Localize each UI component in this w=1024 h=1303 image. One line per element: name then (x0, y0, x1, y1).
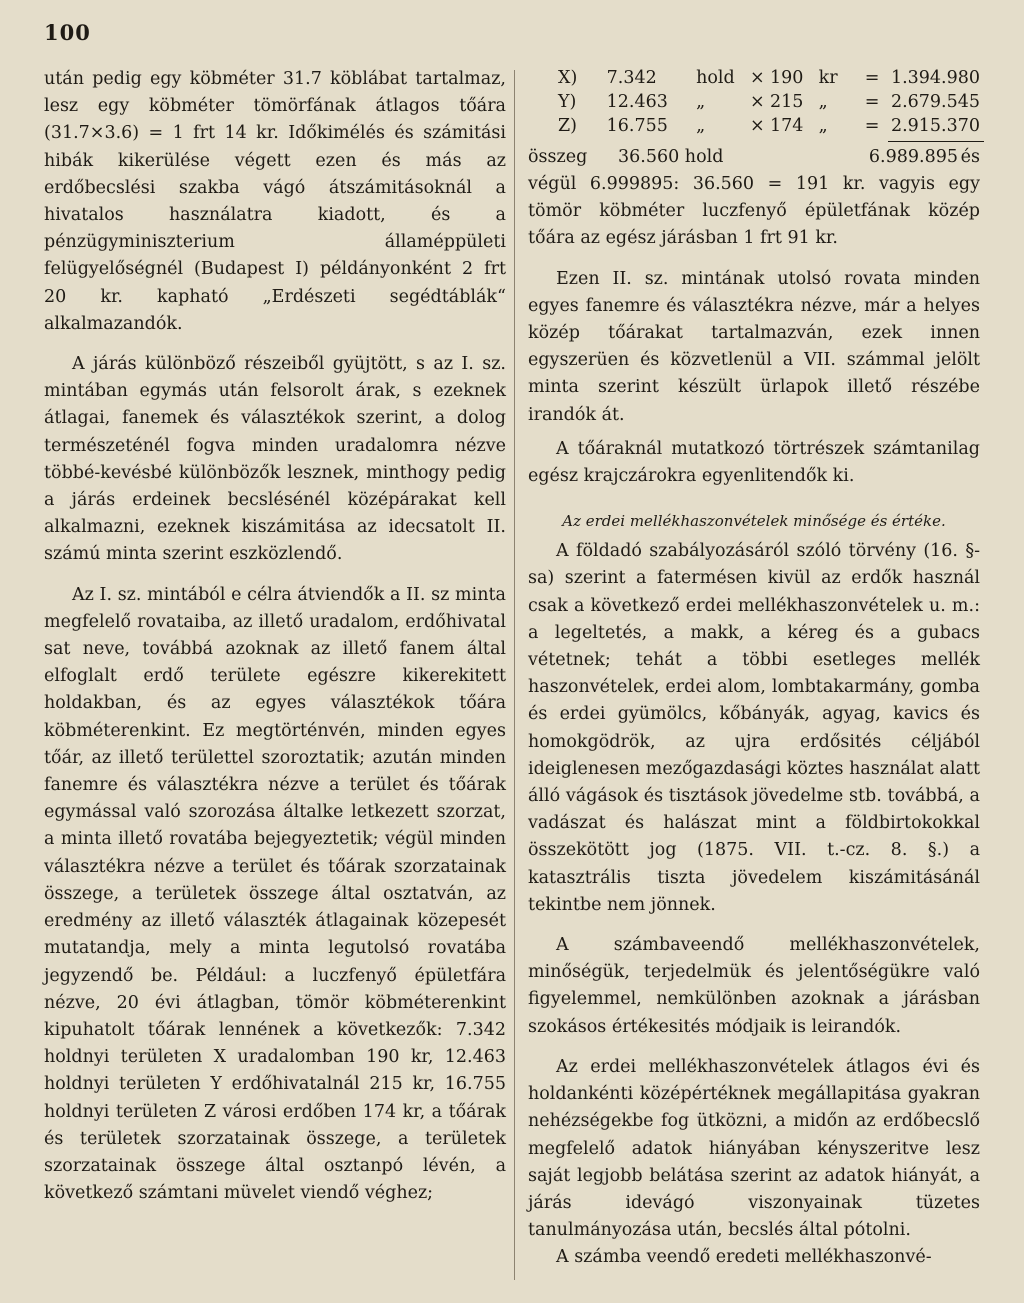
row-result: 2.915.370 (890, 116, 981, 136)
paragraph: Ezen II. sz. mintának utolsó rovata minden egyes fanemre és választékra nézve, már a helyes közép tőárakat tartalmazván, ezek innen egyszerüen és közvetlenül a VII. számmal jelölt minta szerint készült ürlapok illető részébe irandók át. (528, 268, 980, 425)
sum-row (528, 144, 980, 171)
row-unit: „ (696, 116, 706, 136)
row-unit: „ (818, 116, 828, 136)
row-area: 12.463 (606, 92, 668, 112)
paragraph: A számba veendő eredeti mellékhaszonvé- (556, 1247, 932, 1268)
calculation-row (528, 114, 980, 138)
left-column (44, 66, 506, 1207)
calculation-row (528, 66, 980, 90)
paragraph: A számbaveendő mellékhaszonvételek, minőségük, terjedelmük és jelentőségükre való figyelemmel, nemkülönben azoknak a járásban szokásos értékesités módjaik is leirandók. (528, 935, 980, 1037)
sum-rule (888, 141, 984, 142)
row-result: 1.394.980 (890, 68, 981, 88)
paragraph: A járás különböző részeiből gyüjtött, s az I. sz. mintában egymás után felsorolt árak, s ezeknek átlagai, fanemek és választékok szerint, a dolog természeténél fogva minden uradalomra nézve többé-kevésbé különbözők lesznek, minthogy pedig a járás erdeinek becslésénél középárakat kell alkalmazni, ezeknek kiszámitása az idecsatolt II. számú minta szerint eszközlendő. (44, 354, 506, 565)
row-label: Z) (558, 116, 577, 136)
section-heading: Az erdei mellékhaszonvételek minősége és értéke. (562, 512, 946, 531)
column-divider (514, 70, 515, 1280)
paragraph: A földadó szabályozásáról szóló törvény (16. §-sa) szerint a fatermésen kivül az erdők használ csak a következő erdei mellékhaszonvételek u. m.: a legeltetés, a makk, a kéreg és a gubacs vétetnek; tehát a többi esetleges mellék haszonvételek, erdei alom, lombtakarmány, gomba és erdei gyümölcs, kőbányák, agyag, kavics és homokgödrök, az ujra erdősités céljából ideiglenesen mezőgazdasági köztes használat alatt álló vágások és tisztások jövedelme stb. továbbá, a vadászat és halászat mint a földbirtokokkal összekötött jog (1875. VII. t.-cz. 8. §.) a katasztrális tiszta jövedelem kiszámitásánál tekintbe nem jönnek. (528, 541, 980, 915)
page-number: 100 (44, 20, 91, 45)
times-sign: × (750, 92, 765, 112)
row-area: 7.342 (606, 68, 657, 88)
row-price: 174 (769, 116, 804, 136)
row-price: 215 (769, 92, 804, 112)
sum-trailing-word: és (960, 147, 980, 167)
sum-label: összeg (528, 147, 588, 167)
right-column (528, 66, 980, 1272)
row-unit: „ (696, 92, 706, 112)
sum-area: 36.560 hold (618, 147, 724, 167)
row-unit: hold (696, 68, 735, 88)
times-sign: × (750, 68, 765, 88)
row-area: 16.755 (606, 116, 668, 136)
paragraph: Az I. sz. mintából e célra átviendők a II. sz minta megfelelő rovataiba, az illető uradalom, erdőhivatal sat neve, továbbá azoknak az illető fanem által elfoglalt erdő területe egészre kikerekitett holdakban, és az egyes választékok tőára köbméterenkint. Ez megtörténvén, minden egyes tőár, az illető területtel szoroztatik; azután minden fanemre és választékra nézve a terület és tőárak egymással való szorozása általke letkezett szorzat, a minta illető rovatába bejegyeztetik; végül minden választékra nézve a terület és tőárak szorzatainak összege, a területek összege által osztatván, az eredmény az illető választék átlagainak közepesét mutatandja, mely a minta legutolsó rovatába jegyzendő be. Például: a luczfenyő épületfára nézve, 20 évi átlagban, tömör köbméterenkint kipuhatolt tőárak lennének a következők: 7.342 holdnyi területen X uradalomban 190 kr, 12.463 holdnyi területen Y erdőhivatalnál 215 kr, 16.755 holdnyi területen Z városi erdőben 174 kr, a tőárak és területek szorzatainak összege, a területek szorzatainak összege által osztanpó lévén, a következő számtani müvelet viendő véghez; (44, 584, 506, 1204)
equals-sign: = (864, 68, 880, 88)
sum-total: 6.989.895 (868, 147, 958, 167)
row-unit: kr (818, 68, 838, 88)
paragraph: végül 6.999895: 36.560 = 191 kr. vagyis egy tömör köbméter luczfenyő épületfának közép tőára az egész járásban 1 frt 91 kr. (528, 174, 980, 249)
row-label: X) (558, 68, 578, 88)
equals-sign: = (864, 92, 880, 112)
calculation-table (528, 66, 980, 171)
row-result: 2.679.545 (890, 92, 981, 112)
paragraph: Az erdei mellékhaszonvételek átlagos évi és holdankénti középértéknek megállapitása gyakran nehézségekbe fog ütközni, a midőn az erdőbecslő megfelelő adatok hiányában kényszeritve lesz saját legjobb belátása szerint az adatok hiányát, a járás idevágó viszonyainak tüzetes tanulmányozása után, becslés által pótolni. (528, 1056, 980, 1241)
equals-sign: = (864, 116, 880, 136)
row-unit: „ (818, 92, 828, 112)
row-label: Y) (558, 92, 577, 112)
times-sign: × (750, 116, 765, 136)
row-price: 190 (769, 68, 804, 88)
paragraph: után pedig egy köbméter 31.7 köblábat tartalmaz, lesz egy köbméter tömörfának átlagos tőára (31.7×3.6) = 1 frt 14 kr. Időkimélés és számitási hibák kikerülése végett ezen és más az erdőbecslési szakba vágó átszámitásoknál a hivatalos használatra kiadott, és a pénzügyminiszterium államéppületi felügyelőségnél (Budapest I) példányonként 2 frt 20 kr. kapható „Erdészeti segédtáblák“ alkalmazandók. (44, 69, 506, 334)
calculation-row (528, 90, 980, 114)
paragraph: A tőáraknál mutatkozó törtrészek számtanilag egész krajczárokra egyenlitendők ki. (528, 438, 980, 487)
